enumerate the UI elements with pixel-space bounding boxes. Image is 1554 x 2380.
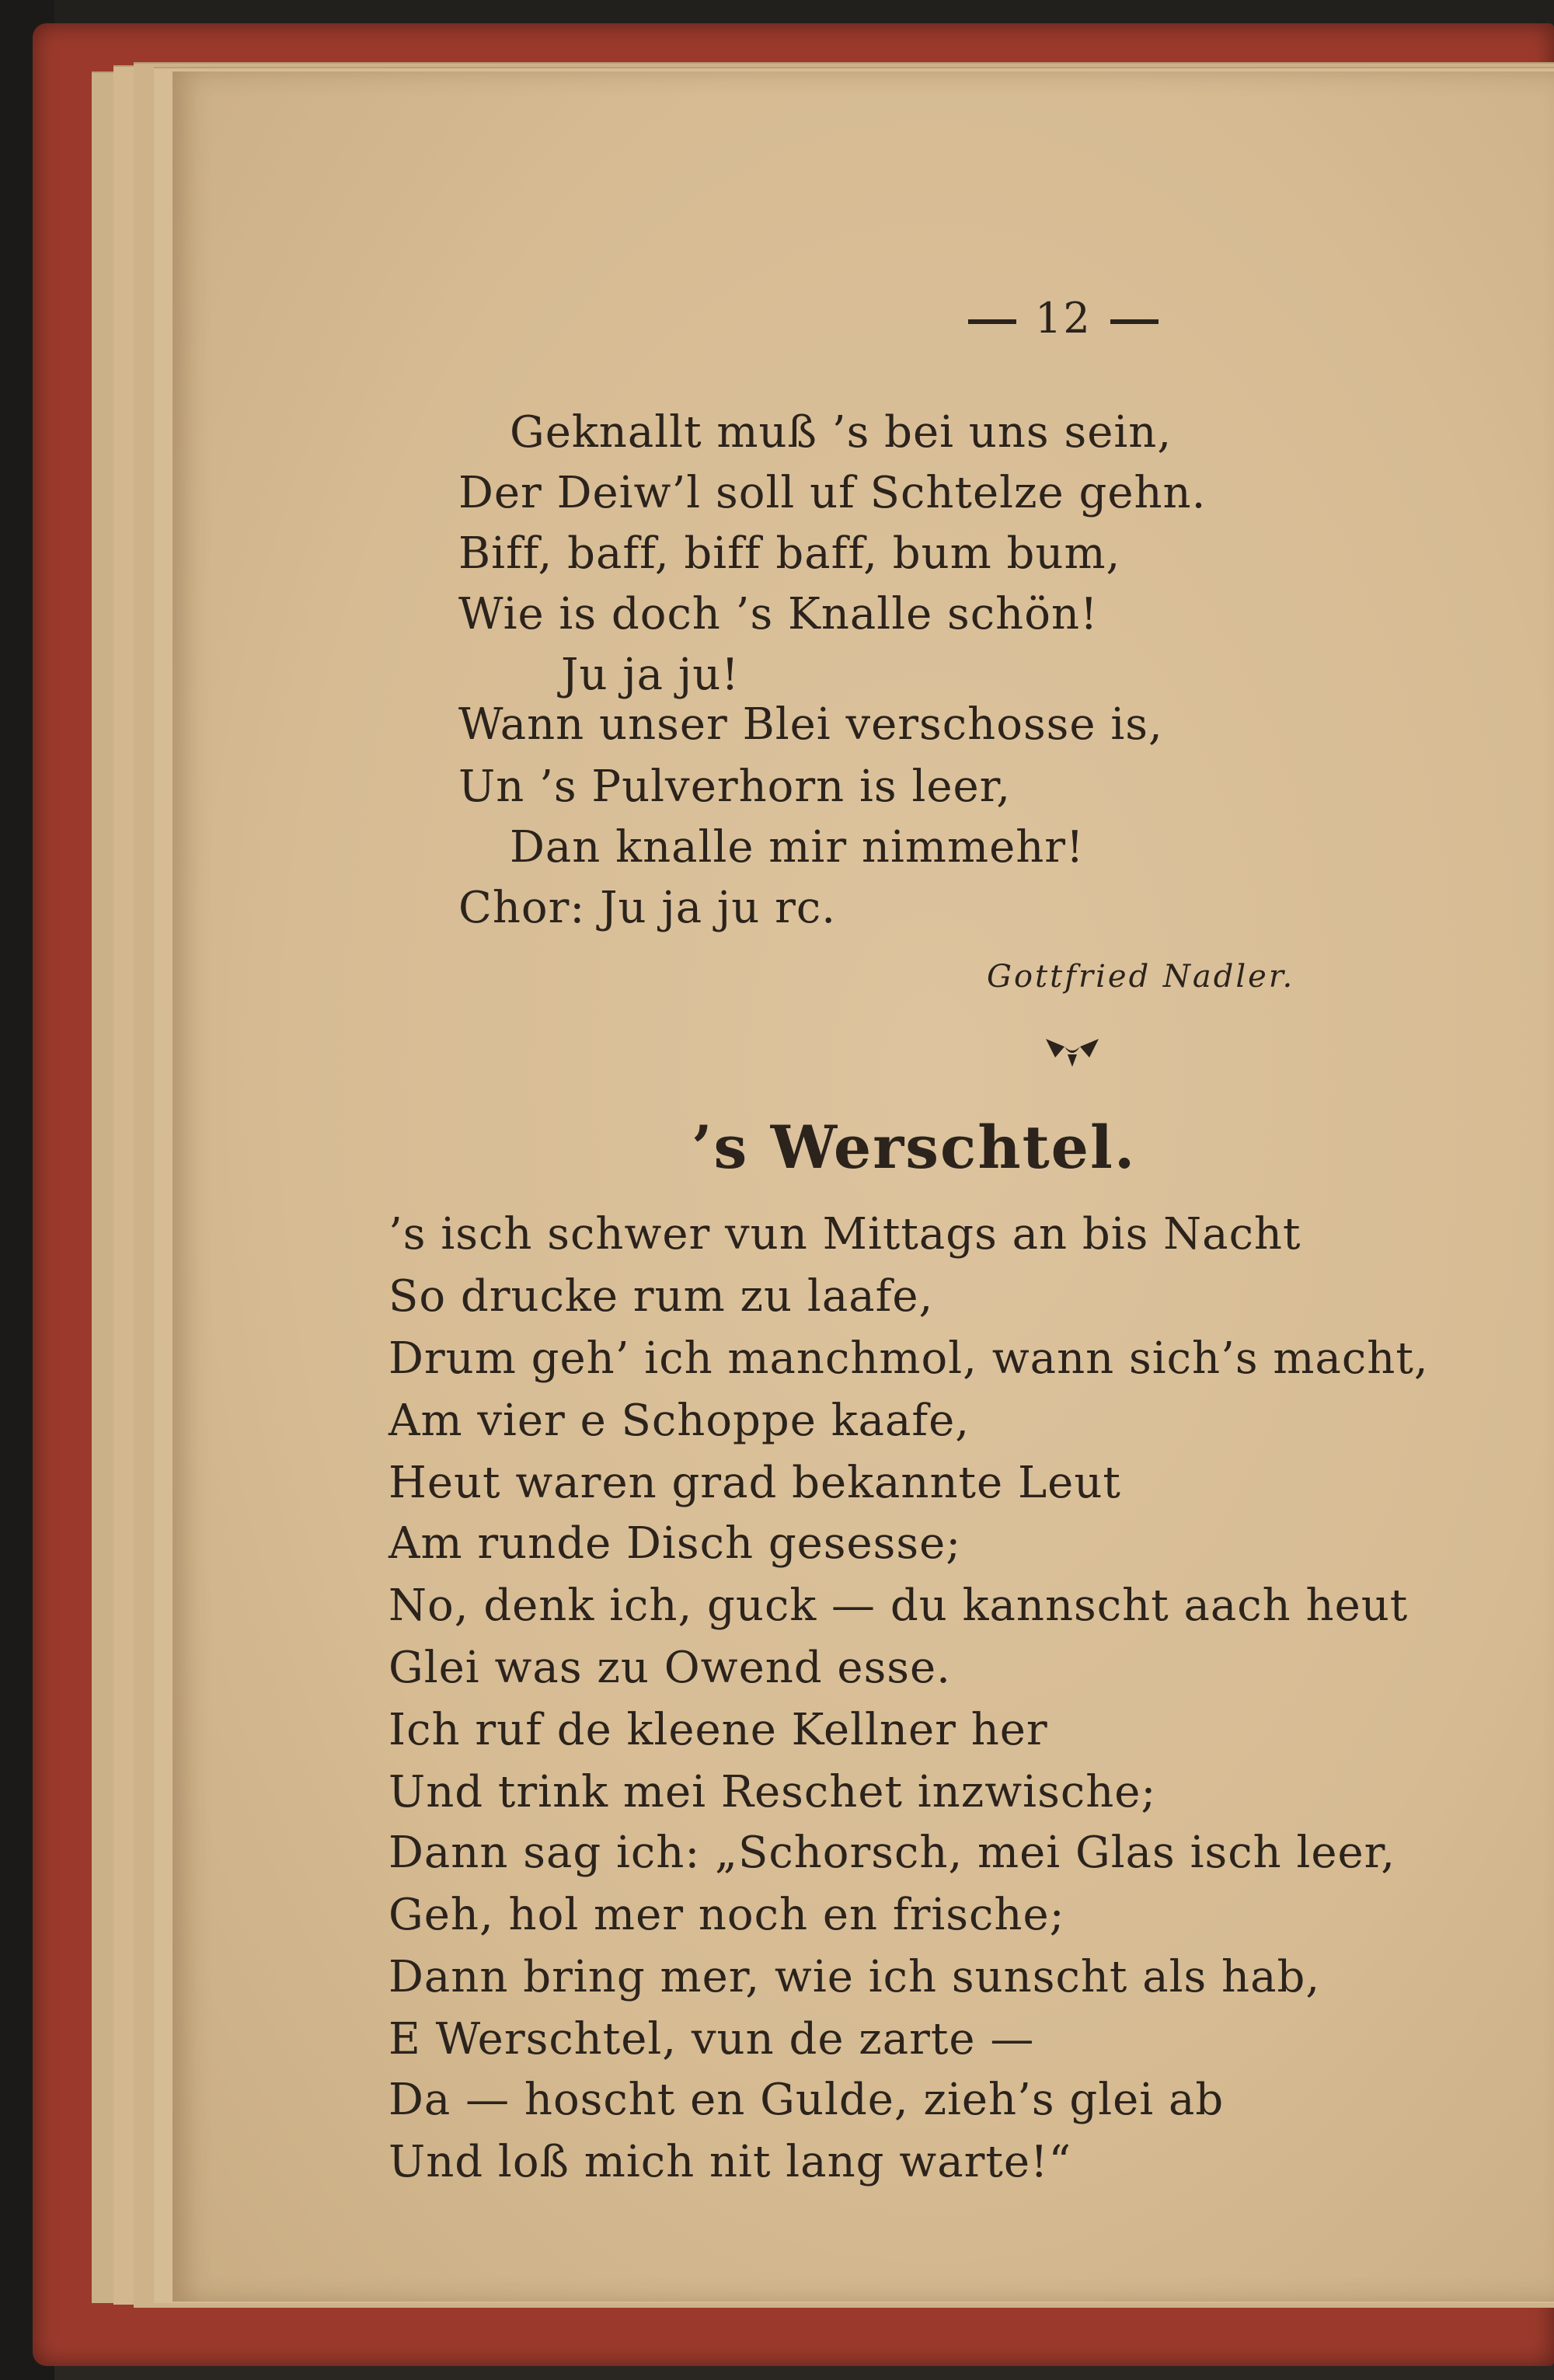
dash-right <box>1110 319 1159 324</box>
poem1-line: Chor: Ju ja ju rc. <box>458 883 837 933</box>
fleuron-ornament-icon <box>1041 1031 1103 1070</box>
poem1-line: Ju ja ju! <box>561 650 740 700</box>
dash-left <box>968 319 1016 324</box>
page-number <box>949 294 1177 343</box>
poem2-line: Am runde Disch gesesse; <box>388 1518 962 1569</box>
poem2-line: Geh, hol mer noch en frische; <box>388 1890 1065 1940</box>
poem1-author: Gottfried Nadler. <box>987 959 1295 995</box>
poem2-line: Heut waren grad bekannte Leut <box>388 1458 1121 1508</box>
poem2-line: Und trink mei Reschet inzwische; <box>388 1767 1157 1817</box>
poem2-line: Dann sag ich: „Schorsch, mei Glas isch leer, <box>388 1828 1396 1878</box>
poem2-title: ’s Werschtel. <box>692 1113 1137 1182</box>
poem1-line: Wann unser Blei verschosse is, <box>458 699 1163 750</box>
page-number-value: 12 <box>1035 294 1092 343</box>
poem2-line: Ich ruf de kleene Kellner her <box>388 1705 1048 1755</box>
poem2-line: Glei was zu Owend esse. <box>388 1643 951 1693</box>
poem1-line: Geknallt muß ’s bei uns sein, <box>510 407 1172 458</box>
poem1-line: Wie is doch ’s Knalle schön! <box>458 589 1099 639</box>
poem2-line: E Werschtel, vun de zarte — <box>388 2014 1035 2065</box>
poem1-line: Biff, baff, biff baff, bum bum, <box>458 528 1121 579</box>
poem2-line: So drucke rum zu laafe, <box>388 1271 934 1322</box>
poem1-line: Dan knalle mir nimmehr! <box>510 822 1085 873</box>
poem2-line: ’s isch schwer vun Mittags an bis Nacht <box>388 1209 1301 1260</box>
book-page <box>172 71 1554 2302</box>
poem2-line: Und loß mich nit lang warte!“ <box>388 2137 1072 2187</box>
poem2-line: Da — hoscht en Gulde, zieh’s glei ab <box>388 2075 1225 2125</box>
poem2-line: Drum geh’ ich manchmol, wann sich’s macht, <box>388 1333 1429 1384</box>
poem2-line: No, denk ich, guck — du kannscht aach heut <box>388 1580 1409 1631</box>
poem1-line: Un ’s Pulverhorn is leer, <box>458 761 1012 812</box>
poem2-line: Am vier e Schoppe kaafe, <box>388 1396 970 1446</box>
poem2-line: Dann bring mer, wie ich sunscht als hab, <box>388 1952 1321 2002</box>
poem1-line: Der Deiw’l soll uf Schtelze gehn. <box>458 468 1207 518</box>
